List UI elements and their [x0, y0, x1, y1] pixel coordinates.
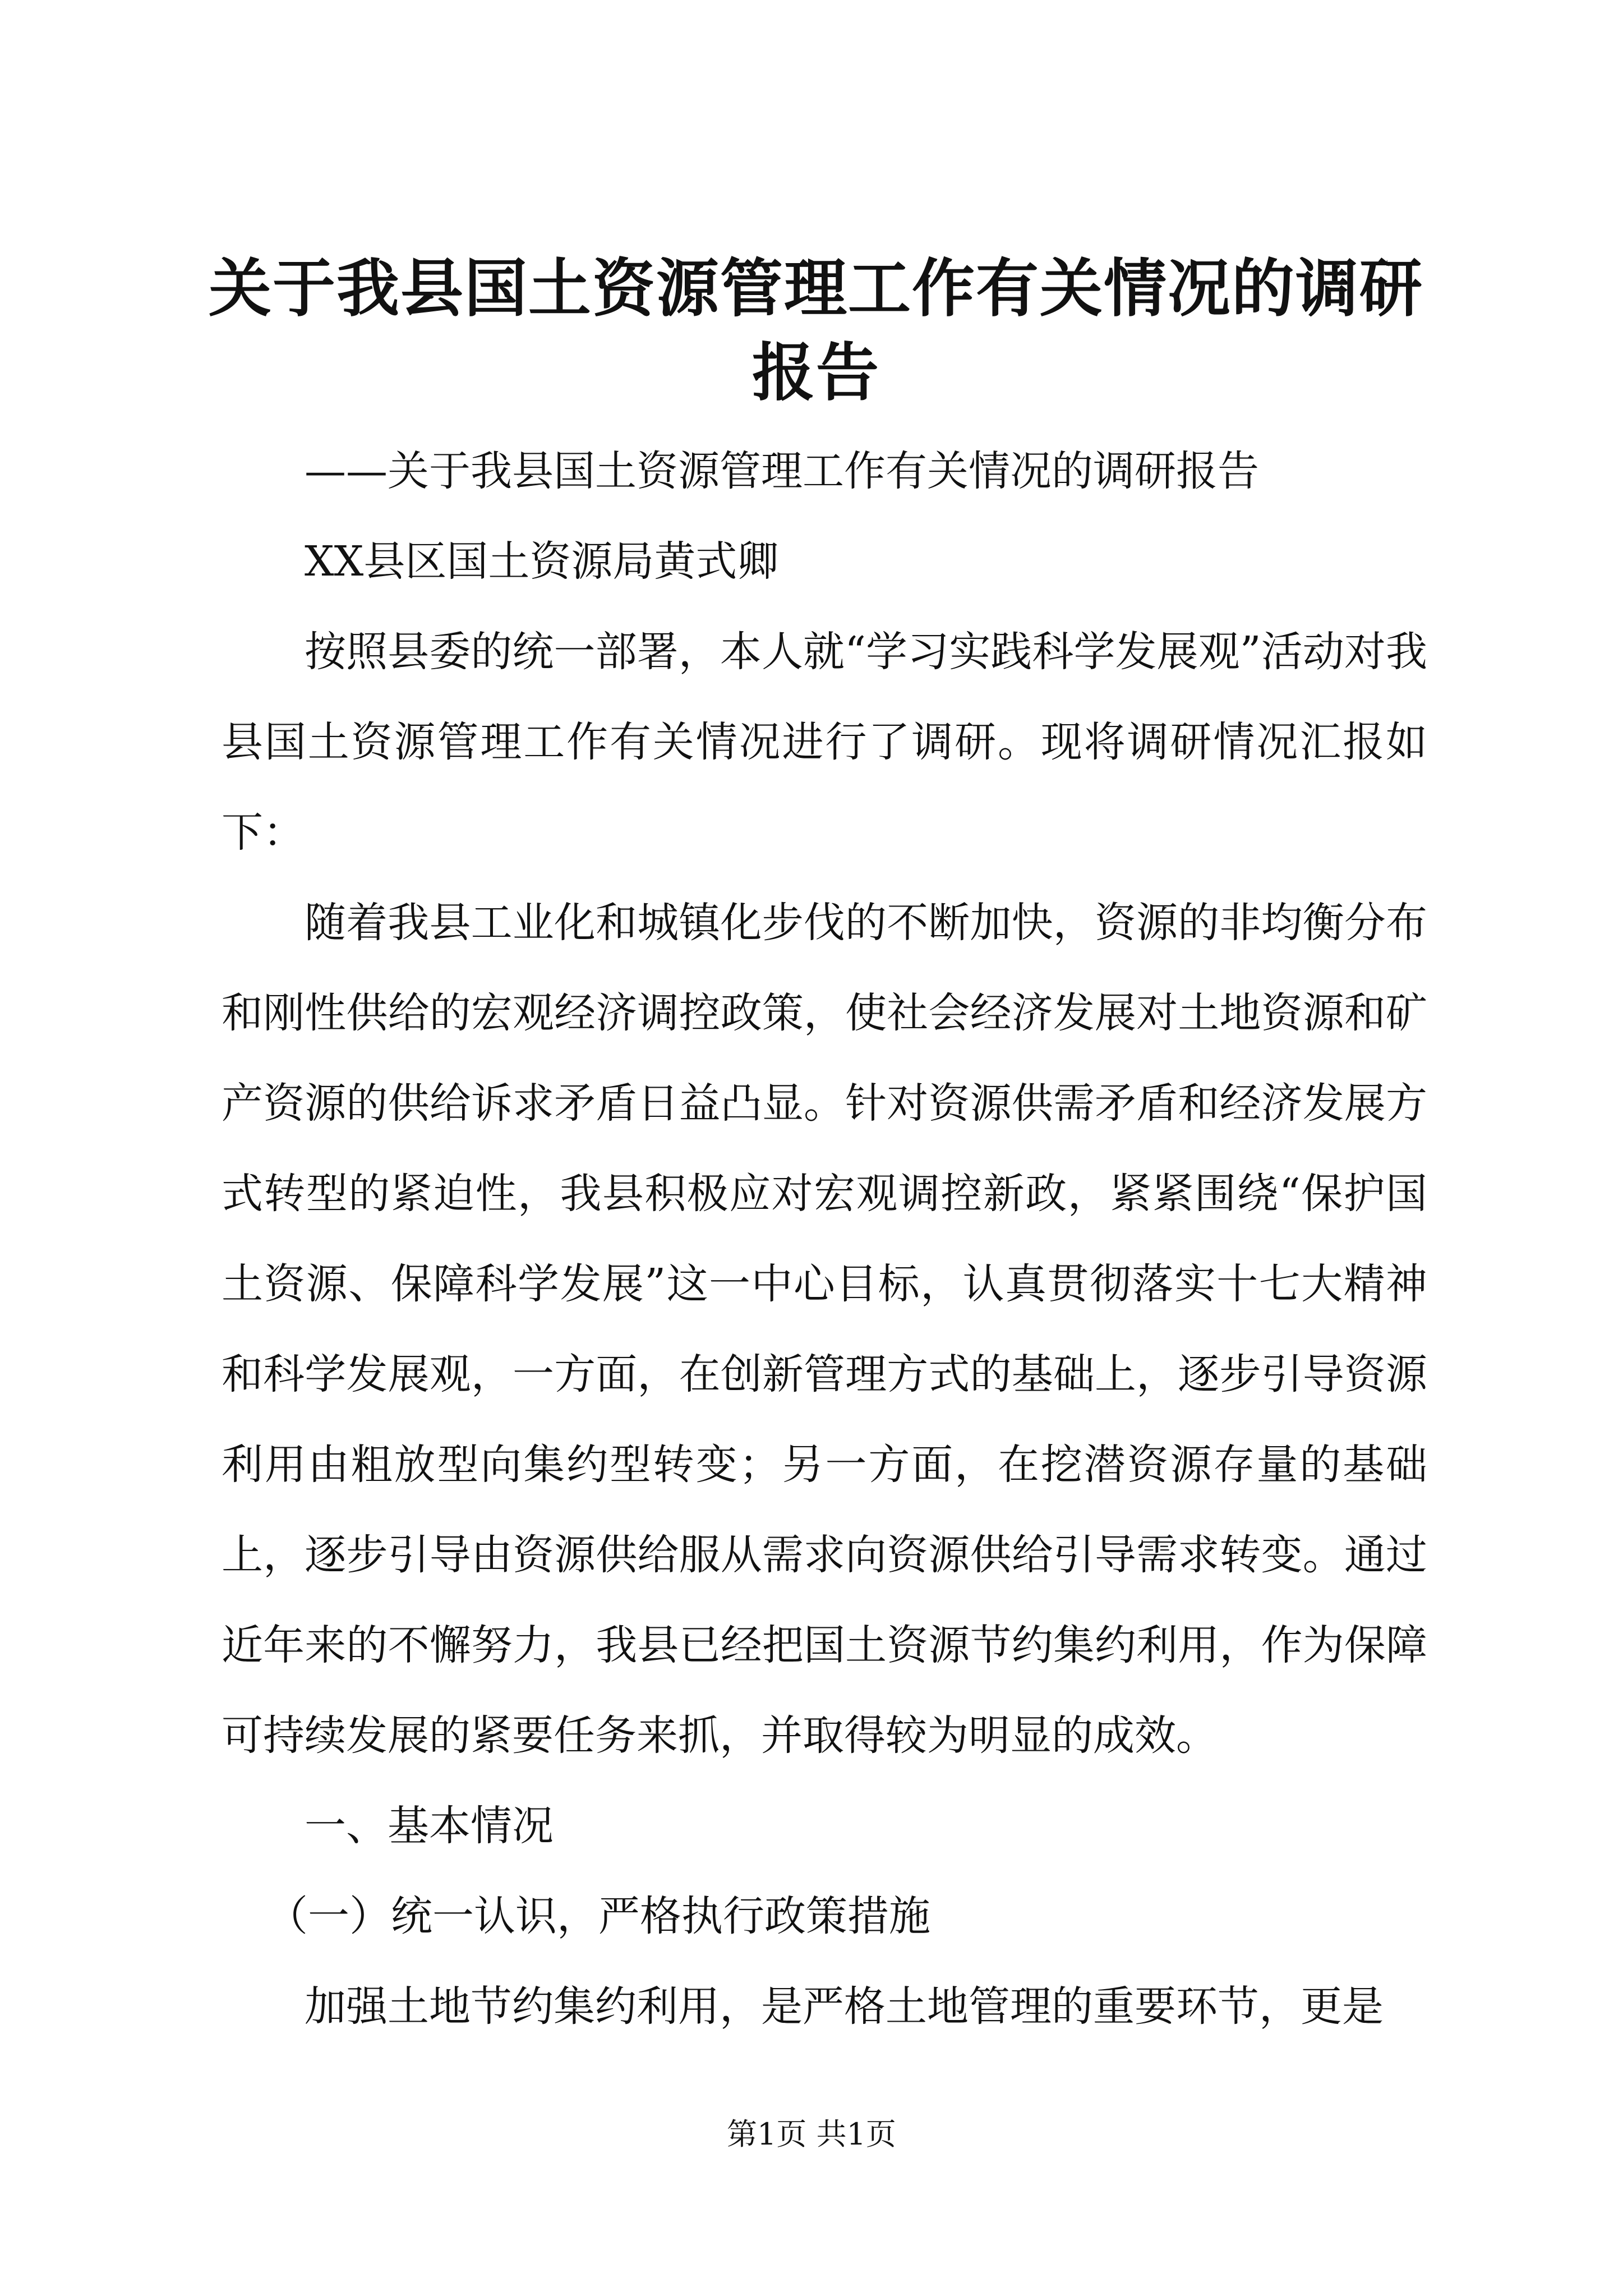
- document-title: 关于我县国土资源管理工作有关情况的调研报告: [209, 252, 1423, 409]
- subsection-heading: （一）统一认识，严格执行政策措施: [266, 1892, 930, 1940]
- paragraph: 按照县委的统一部署，本人就“学习实践科学发展观”活动对我县国土资源管理工作有关情况进行了调研。现将调研情况汇报如下：: [222, 628, 1427, 857]
- paragraph: 加强土地节约集约利用，是严格土地管理的重要环节，更是: [305, 1982, 1384, 2031]
- section-heading: 一、基本情况: [305, 1802, 554, 1850]
- document-body: [222, 426, 1427, 2052]
- subtitle-line: ——关于我县国土资源管理工作有关情况的调研报告: [305, 447, 1259, 495]
- paragraph: 随着我县工业化和城镇化步伐的不断加快，资源的非均衡分布和刚性供给的宏观经济调控政策，使社会经济发展对土地资源和矿产资源的供给诉求矛盾日益凸显。针对资源供需矛盾和经济发展方式转型的紧迫性，我县积极应对宏观调控新政，紧紧围绕“保护国土资源、保障科学发展”这一中心目标，认真贯彻落实十七大精神和科学发展观，一方面，在创新管理方式的基础上，逐步引导资源利用由粗放型向集约型转变；另一方面，在挖潜资源存量的基础上，逐步引导由资源供给服从需求向资源供给引导需求转变。通过近年来的不懈努力，我县已经把国土资源节约集约利用，作为保障可持续发展的紧要任务来抓，并取得较为明显的成效。: [222, 899, 1427, 1760]
- author-line: XX县区国土资源局黄式卿: [305, 537, 779, 586]
- page-footer: 第1页 共1页: [727, 2116, 896, 2152]
